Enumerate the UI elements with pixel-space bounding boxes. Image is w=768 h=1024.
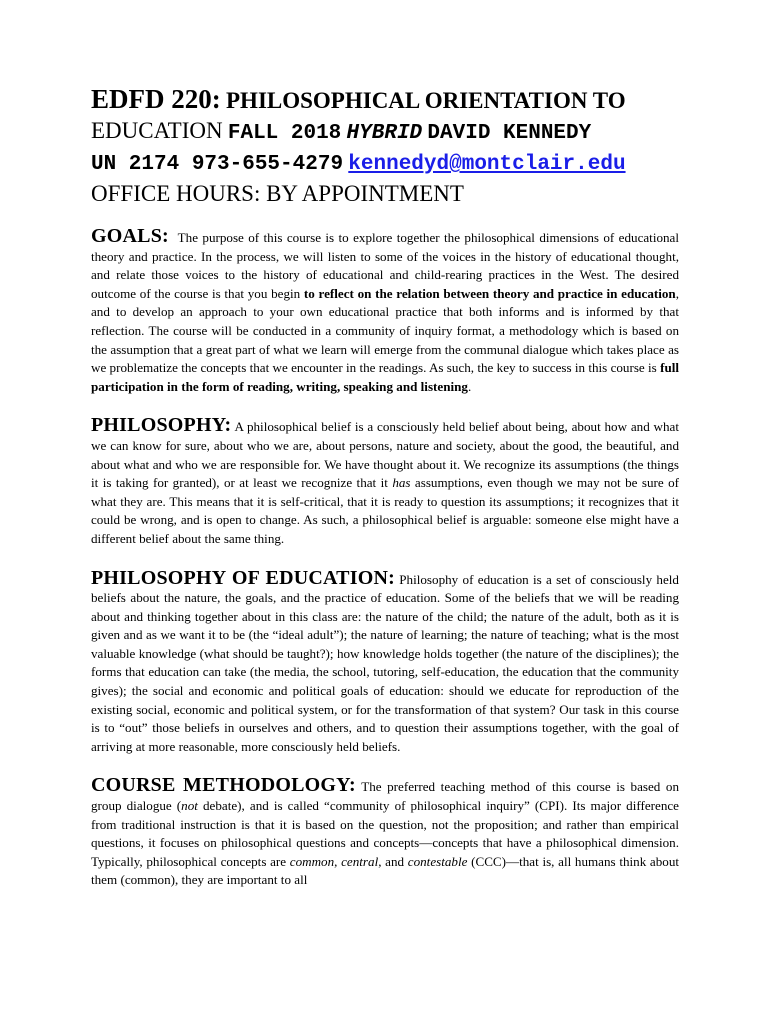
header-line-4 [91, 179, 679, 209]
philosophy-heading: PHILOSOPHY: [91, 414, 232, 437]
methodology-italic-3: central [341, 853, 379, 869]
course-format: HYBRID [346, 122, 423, 145]
methodology-text-2: debate), and is called “community of philosophical inquiry” (CPI). Its major difference from traditional instruction is that it is based on the question, not the proposition; and rather than empirical questions, it focuses on philosophical questions and concepts—concepts that have a philosophical dimension. Typically, philosophical concepts are [91, 798, 679, 869]
methodology-text-4: , and [378, 853, 408, 869]
methodology-text-5: (CCC)—that is, all humans think about them (common), they are important to all [91, 853, 680, 888]
course-methodology-section [91, 776, 679, 890]
methodology-italic-2: common [289, 853, 335, 869]
philosophy-of-education-heading: PHILOSOPHY OF EDUCATION: [91, 566, 395, 589]
goals-text-2: , and to develop an approach to your own educational practice that both informs and is informed by that reflection. The course will be conducted in a community of inquiry format, a methodology which is based on the assumption that a great part of what we learn will emerge from the communal dialogue which takes place as we problematize the concepts that we encounter in the readings. As such, the key to success in this course is [91, 285, 679, 376]
goals-text-1: The purpose of this course is to explore together the philosophical dimensions of educational theory and practice. In the process, we will listen to some of the voices in the history of educational thought, and relate those voices to the history of educational and child-rearing practices in the West. The desired outcome of the course is that you begin [91, 230, 680, 301]
philosophy-of-education-text: Philosophy of education is a set of consciously held beliefs about the nature, the goals, and the practice of education. Some of the beliefs that we will be reading about and thinking together about in this class are: the nature of the child; the nature of the adult, both as it is given and as we want it to be (the “ideal adult”); the nature of learning; the nature of teaching; what is the most valuable knowledge (what should be taught?); how knowledge holds together (the nature of the disciplines); the forms that education can take (the media, the school, tutoring, self-education, the education that the community gives); the social and economic and political goals of education: should we educate for reproduction of the existing social, economic and political system, or for the transformation of that system? Our task in this course is to “out” those beliefs in ourselves and others, and to question their assumptions together, with the goal of arriving at more reasonable, more consciously held beliefs. [91, 571, 679, 754]
philosophy-section [91, 416, 679, 548]
philosophy-italic-1: has [392, 475, 411, 491]
office-hours: OFFICE HOURS: BY APPOINTMENT [91, 181, 464, 206]
header-line-1 [91, 85, 679, 116]
instructor-email-link[interactable]: kennedyd@montclair.edu [348, 153, 626, 176]
methodology-text-3: , [334, 853, 342, 869]
header-line-2 [91, 116, 679, 148]
course-title-part2: EDUCATION [91, 118, 223, 143]
goals-section [91, 227, 679, 396]
course-title-part1: PHILOSOPHICAL ORIENTATION TO [226, 88, 626, 113]
philosophy-text-2: assumptions, even though we may not be sure of what they are. This means that it is self-critical, that it is ready to question its assumptions; it recognizes that it could be wrong, and is open to change. As such, a philosophical belief is arguable: someone else might have a different belief about the same thing. [91, 475, 679, 546]
instructor-name: DAVID KENNEDY [427, 122, 592, 145]
philosophy-of-education-section [91, 566, 679, 757]
header-line-3 [91, 148, 679, 179]
office-phone: UN 2174 973-655-4279 [91, 153, 344, 176]
course-code: EDFD 220: [91, 84, 221, 114]
course-methodology-heading: COURSE METHODOLOGY: [91, 774, 356, 797]
course-term: FALL 2018 [227, 122, 342, 145]
goals-bold-2: full participation in the form of reading, writing, speaking and listening [91, 360, 679, 394]
course-header [91, 85, 679, 209]
goals-bold-1: to reflect on the relation between theory and practice in education [303, 285, 676, 301]
philosophy-text-1: A philosophical belief is a consciously held belief about being, about how and what we can know for sure, about who we are, about persons, nature and society, about the good, the beautiful, and about what and who we are responsible for. We have thought about it. We recognize its assumptions (the things it is taking for granted), or at least we recognize that it [91, 419, 679, 491]
methodology-italic-4: contestable [407, 853, 468, 869]
methodology-italic-1: not [181, 798, 198, 814]
goals-text-3: . [467, 378, 472, 394]
goals-heading: GOALS: [91, 225, 169, 247]
methodology-text-1: The preferred teaching method of this course is based on group dialogue ( [91, 779, 680, 814]
syllabus-page [91, 85, 679, 910]
